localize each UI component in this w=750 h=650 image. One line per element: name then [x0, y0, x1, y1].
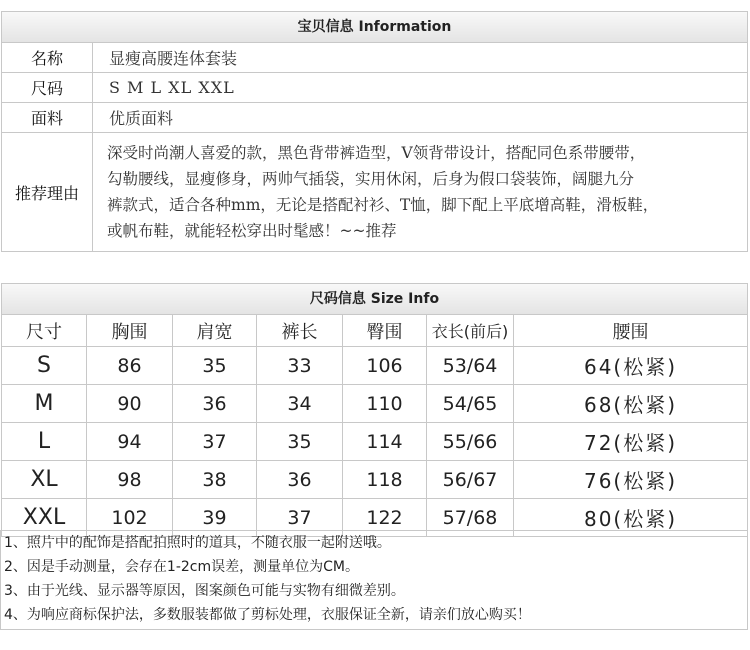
size-header-row	[2, 315, 748, 347]
table-cell: 54/65	[427, 385, 514, 423]
table-cell: 68(松紧)	[514, 385, 748, 423]
size-section-header: 尺码信息 Size Info	[1, 283, 748, 315]
info-section-header: 宝贝信息 Information	[1, 11, 748, 43]
table-cell: 56/67	[427, 461, 514, 499]
size-cell: XL	[2, 461, 87, 499]
table-row	[2, 385, 748, 423]
column-header: 臀围	[343, 315, 427, 347]
notes-box	[0, 530, 748, 630]
table-cell: 55/66	[427, 423, 514, 461]
table-cell: 38	[173, 461, 257, 499]
table-cell: 36	[173, 385, 257, 423]
table-cell: 37	[257, 499, 343, 537]
info-value-size: S M L XL XXL	[93, 73, 748, 103]
table-cell: 114	[343, 423, 427, 461]
info-value-reason	[93, 133, 748, 252]
table-cell: 90	[87, 385, 173, 423]
reason-line: 或帆布鞋，就能轻松穿出时髦感！~~推荐	[107, 222, 397, 240]
size-cell: L	[2, 423, 87, 461]
reason-line: 深受时尚潮人喜爱的款，黑色背带裤造型，V领背带设计，搭配同色系带腰带，	[107, 144, 646, 162]
reason-line: 勾勒腰线，显瘦修身，两帅气插袋，实用休闲，后身为假口袋装饰，阔腿九分	[107, 170, 635, 188]
column-header: 肩宽	[173, 315, 257, 347]
table-row	[2, 423, 748, 461]
info-label-reason: 推荐理由	[2, 133, 93, 252]
table-cell: 35	[257, 423, 343, 461]
table-cell: 36	[257, 461, 343, 499]
table-cell: 33	[257, 347, 343, 385]
table-cell: 122	[343, 499, 427, 537]
note-line: 1、照片中的配饰是搭配拍照时的道具，不随衣服一起附送哦。	[4, 535, 391, 551]
info-label-name: 名称	[2, 43, 93, 73]
size-cell: S	[2, 347, 87, 385]
column-header: 胸围	[87, 315, 173, 347]
note-line: 2、因是手动测量，会存在1-2cm误差，测量单位为CM。	[4, 559, 359, 575]
table-cell: 35	[173, 347, 257, 385]
table-cell: 64(松紧)	[514, 347, 748, 385]
info-value-fabric: 优质面料	[93, 103, 748, 133]
table-cell: 39	[173, 499, 257, 537]
reason-line: 裤款式，适合各种mm，无论是搭配衬衫、T恤，脚下配上平底增高鞋，滑板鞋，	[107, 196, 659, 214]
note-line: 3、由于光线、显示器等原因，图案颜色可能与实物有细微差别。	[4, 583, 405, 599]
size-table	[1, 314, 748, 537]
info-table	[1, 42, 748, 252]
column-header: 裤长	[257, 315, 343, 347]
table-cell: 57/68	[427, 499, 514, 537]
table-cell: 34	[257, 385, 343, 423]
info-row-name	[2, 43, 748, 73]
column-header: 腰围	[514, 315, 748, 347]
table-cell: 37	[173, 423, 257, 461]
table-cell: 118	[343, 461, 427, 499]
info-value-name: 显瘦高腰连体套装	[93, 43, 748, 73]
column-header: 尺寸	[2, 315, 87, 347]
info-label-size: 尺码	[2, 73, 93, 103]
column-header: 衣长(前后)	[427, 315, 514, 347]
table-cell: 110	[343, 385, 427, 423]
table-cell: 72(松紧)	[514, 423, 748, 461]
table-cell: 102	[87, 499, 173, 537]
table-cell: 94	[87, 423, 173, 461]
table-row	[2, 461, 748, 499]
info-row-reason	[2, 133, 748, 252]
table-cell: 106	[343, 347, 427, 385]
table-cell: 86	[87, 347, 173, 385]
table-cell: 98	[87, 461, 173, 499]
table-cell: 80(松紧)	[514, 499, 748, 537]
table-row	[2, 347, 748, 385]
table-cell: 53/64	[427, 347, 514, 385]
note-line: 4、为响应商标保护法，多数服装都做了剪标处理，衣服保证全新，请亲们放心购买！	[4, 607, 531, 623]
info-label-fabric: 面料	[2, 103, 93, 133]
info-row-fabric	[2, 103, 748, 133]
size-cell: XXL	[2, 499, 87, 537]
info-row-size	[2, 73, 748, 103]
table-cell: 76(松紧)	[514, 461, 748, 499]
size-cell: M	[2, 385, 87, 423]
